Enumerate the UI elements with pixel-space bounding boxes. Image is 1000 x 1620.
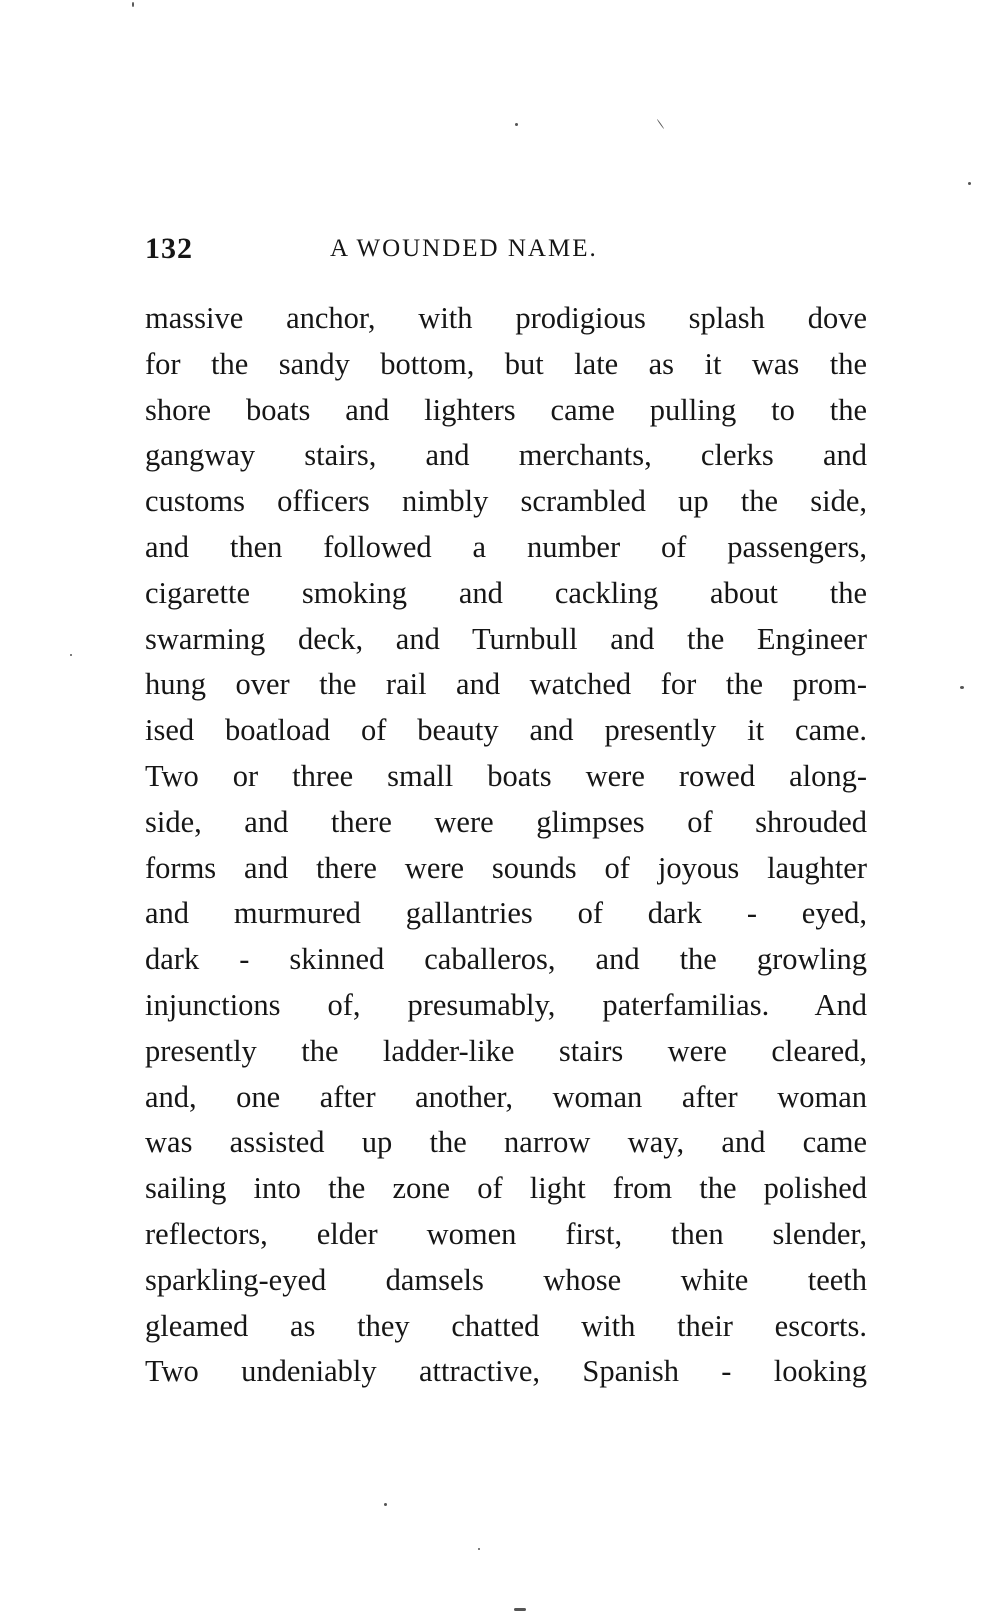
text-line: sailing into the zone of light from the polished [145, 1171, 867, 1206]
text-line: shore boats and lighters came pulling to the [145, 392, 867, 427]
scan-speck [132, 2, 134, 7]
scan-speck [478, 1548, 480, 1550]
text-line: for the sandy bottom, but late as it was the [145, 346, 867, 381]
scan-speck [657, 119, 665, 129]
scan-speck [960, 686, 964, 689]
running-head [145, 232, 865, 272]
text-line: swarming deck, and Turnbull and the Engineer [145, 621, 867, 656]
text-line: injunctions of, presumably, paterfamilias. And [145, 987, 867, 1022]
text-line: reflectors, elder women first, then slender, [145, 1216, 867, 1251]
scan-speck [70, 654, 72, 656]
scan-speck [968, 182, 971, 185]
body-text [145, 296, 867, 1395]
text-line: Two undeniably attractive, Spanish - looking [145, 1354, 867, 1389]
text-line: and then followed a number of passengers, [145, 529, 867, 564]
scan-speck [514, 1608, 526, 1611]
text-line: presently the ladder-like stairs were cleared, [145, 1033, 867, 1068]
text-line: was assisted up the narrow way, and came [145, 1125, 867, 1160]
text-line: and, one after another, woman after woman [145, 1079, 867, 1114]
text-line: massive anchor, with prodigious splash dove [145, 301, 867, 335]
scan-speck [515, 123, 518, 126]
text-line: and murmured gallantries of dark - eyed, [145, 896, 867, 931]
text-line: forms and there were sounds of joyous laughter [145, 850, 867, 885]
text-line: hung over the rail and watched for the prom- [145, 667, 867, 702]
text-line: sparkling-eyed damsels whose white teeth [145, 1262, 867, 1297]
page-number: 132 [145, 232, 193, 265]
text-line: cigarette smoking and cackling about the [145, 575, 867, 610]
text-line: ised boatload of beauty and presently it came. [145, 713, 867, 748]
text-line: gangway stairs, and merchants, clerks and [145, 438, 867, 473]
text-line: gleamed as they chatted with their escorts. [145, 1308, 867, 1343]
text-line: side, and there were glimpses of shrouded [145, 804, 867, 839]
scan-speck [384, 1503, 387, 1506]
text-line: Two or three small boats were rowed along- [145, 758, 867, 793]
text-line: dark - skinned caballeros, and the growling [145, 942, 867, 977]
text-line: customs officers nimbly scrambled up the side, [145, 484, 867, 519]
running-title: A WOUNDED NAME. [330, 235, 598, 262]
